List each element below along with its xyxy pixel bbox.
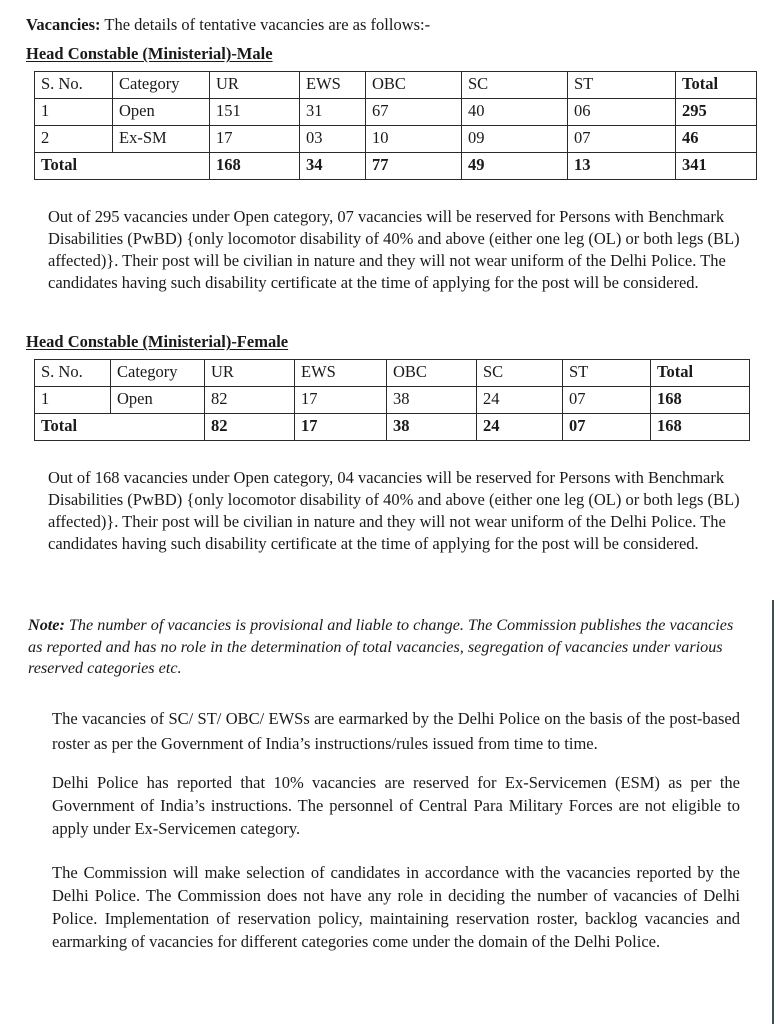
- col-header-total: Total: [651, 360, 750, 387]
- cell-total-st: 13: [568, 152, 676, 179]
- vacancy-table-male: [34, 71, 757, 180]
- table-header-row: [35, 360, 750, 387]
- page-edge-rule: [772, 600, 774, 1024]
- cell-category: Open: [113, 98, 210, 125]
- col-header-sc: SC: [477, 360, 563, 387]
- cell-ews: 31: [300, 98, 366, 125]
- cell-sno: 2: [35, 125, 113, 152]
- col-header-sno: S. No.: [35, 360, 111, 387]
- cell-total-ews: 17: [295, 413, 387, 440]
- cell-total-st: 07: [563, 413, 651, 440]
- heading-head-constable-female: Head Constable (Ministerial)-Female: [26, 332, 289, 352]
- cell-sno: 1: [35, 386, 111, 413]
- cell-st: 07: [568, 125, 676, 152]
- cell-sc: 24: [477, 386, 563, 413]
- spacer: [0, 180, 780, 206]
- col-header-ur: UR: [210, 71, 300, 98]
- cell-total-label: Total: [35, 413, 205, 440]
- col-header-ews: EWS: [300, 71, 366, 98]
- table-row: [35, 125, 757, 152]
- cell-total: 168: [651, 386, 750, 413]
- spacer: [0, 294, 780, 332]
- col-header-ews: EWS: [295, 360, 387, 387]
- cell-total-ews: 34: [300, 152, 366, 179]
- col-header-sno: S. No.: [35, 71, 113, 98]
- spacer: [0, 593, 780, 615]
- spacer: [0, 555, 780, 593]
- cell-obc: 10: [366, 125, 462, 152]
- col-header-sc: SC: [462, 71, 568, 98]
- cell-obc: 67: [366, 98, 462, 125]
- table-total-row: [35, 413, 750, 440]
- male-table-container: [0, 71, 780, 180]
- cell-total: 46: [676, 125, 757, 152]
- paragraph-earmarking: The vacancies of SC/ ST/ OBC/ EWSs are earmarked by the Delhi Police on the basis of the post-based roster as per the Government of India’s instructions/rules issued from time to time.: [52, 709, 740, 754]
- cell-category: Ex-SM: [113, 125, 210, 152]
- cell-sc: 09: [462, 125, 568, 152]
- heading-head-constable-male: Head Constable (Ministerial)-Male: [26, 44, 273, 64]
- table-row: [35, 386, 750, 413]
- cell-ews: 03: [300, 125, 366, 152]
- cell-total-ur: 82: [205, 413, 295, 440]
- pwbd-note-female: Out of 168 vacancies under Open category, 04 vacancies will be reserved for Persons with Benchmark Disabilities (PwBD) {only locomotor disability of 40% and above (either one leg (OL) or both legs (BL) affected)}. Their post will be civilian in nature and they will not wear uniform of the Delhi Police. The candidates having such disability certificate at the time of applying for the post will be considered.: [48, 467, 740, 554]
- col-header-obc: OBC: [387, 360, 477, 387]
- cell-st: 07: [563, 386, 651, 413]
- cell-obc: 38: [387, 386, 477, 413]
- cell-ews: 17: [295, 386, 387, 413]
- paragraph-esm-reservation: Delhi Police has reported that 10% vacancies are reserved for Ex-Servicemen (ESM) as per the Government of India’s instructions. The personnel of Central Para Military Forces are not eligible to apply under Ex-Servicemen category.: [52, 773, 740, 838]
- cell-total-label: Total: [35, 152, 210, 179]
- spacer: [0, 756, 780, 772]
- cell-total-obc: 77: [366, 152, 462, 179]
- col-header-st: ST: [568, 71, 676, 98]
- pwbd-note-male: Out of 295 vacancies under Open category, 07 vacancies will be reserved for Persons with Benchmark Disabilities (PwBD) {only locomotor disability of 40% and above (either one leg (OL) or both legs (BL) affected)}. Their post will be civilian in nature and they will not wear uniform of the Delhi Police. The candidates having such disability certificate at the time of applying for the post will be considered.: [48, 206, 740, 293]
- cell-total-obc: 38: [387, 413, 477, 440]
- vacancies-lead-line: [0, 14, 780, 35]
- note-block: [0, 615, 780, 680]
- cell-total-sc: 24: [477, 413, 563, 440]
- col-header-ur: UR: [205, 360, 295, 387]
- spacer: [0, 441, 780, 467]
- col-header-st: ST: [563, 360, 651, 387]
- vacancy-table-female: [34, 359, 750, 441]
- col-header-category: Category: [113, 71, 210, 98]
- cell-ur: 82: [205, 386, 295, 413]
- table-total-row: [35, 152, 757, 179]
- table-row: [35, 98, 757, 125]
- col-header-total: Total: [676, 71, 757, 98]
- cell-total-ur: 168: [210, 152, 300, 179]
- cell-ur: 17: [210, 125, 300, 152]
- table-header-row: [35, 71, 757, 98]
- cell-sc: 40: [462, 98, 568, 125]
- cell-total-grand: 168: [651, 413, 750, 440]
- col-header-category: Category: [111, 360, 205, 387]
- cell-total-sc: 49: [462, 152, 568, 179]
- cell-st: 06: [568, 98, 676, 125]
- cell-ur: 151: [210, 98, 300, 125]
- paragraph-commission-selection: The Commission will make selection of candidates in accordance with the vacancies reported by the Delhi Police. The Commission does not have any role in deciding the number of vacancies of Delhi Police. Implementation of reservation policy, maintaining reservation roster, backlog vacancies and earmarking of vacancies for different categories come under the domain of the Delhi Police.: [52, 863, 740, 951]
- vacancies-lead-text: The details of tentative vacancies are as follows:-: [100, 15, 431, 34]
- note-label: Note:: [28, 616, 65, 635]
- spacer: [0, 6, 780, 14]
- cell-sno: 1: [35, 98, 113, 125]
- cell-category: Open: [111, 386, 205, 413]
- female-table-container: [0, 359, 780, 441]
- vacancies-label: Vacancies:: [26, 15, 101, 34]
- spacer: [0, 840, 780, 862]
- cell-total-grand: 341: [676, 152, 757, 179]
- spacer: [0, 680, 780, 706]
- note-text: The number of vacancies is provisional and liable to change. The Commission publishes the vacancies as reported and has no role in the determination of total vacancies, segregation of vacancies under various reserved categories etc.: [28, 616, 734, 678]
- cell-total: 295: [676, 98, 757, 125]
- col-header-obc: OBC: [366, 71, 462, 98]
